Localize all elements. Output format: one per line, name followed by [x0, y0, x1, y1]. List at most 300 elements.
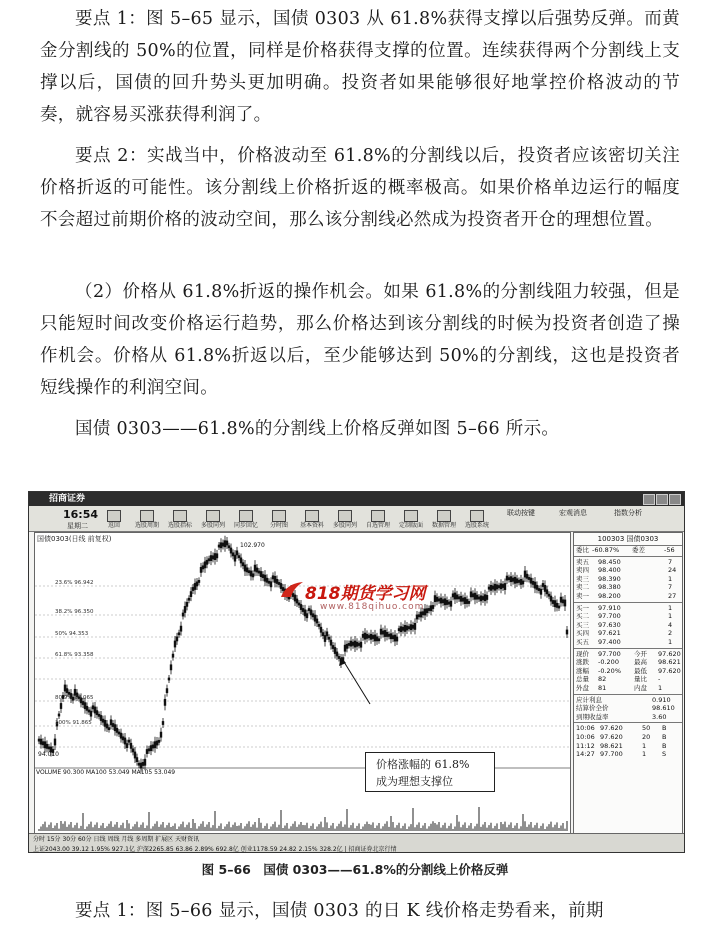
candle-body	[418, 615, 420, 617]
bid-row	[576, 612, 680, 620]
candle-body	[388, 634, 390, 636]
order-ratio-row-cell: 委差	[632, 546, 645, 554]
candle-body	[60, 704, 62, 709]
candle-body	[320, 627, 322, 632]
ask-row-cell: 98.390	[598, 574, 621, 583]
annotation-line-2: 成为理想支撑位	[376, 775, 453, 788]
candle-body	[390, 634, 392, 639]
candle-body	[268, 581, 270, 583]
ask-row-cell: 98.200	[598, 592, 621, 600]
candle-body	[522, 581, 524, 584]
candle-body	[422, 612, 424, 615]
clock: 16:54	[63, 508, 99, 521]
candle-body	[366, 634, 368, 638]
candle-body	[468, 601, 470, 603]
panel-title: 100303 国债0303	[574, 533, 682, 546]
candle-body	[134, 752, 136, 758]
minimize-icon[interactable]	[643, 494, 655, 505]
candle-body	[298, 603, 300, 605]
tick-row-cell: 11:12	[576, 741, 595, 750]
candle-body	[434, 596, 436, 602]
candle-body	[106, 724, 108, 728]
candle-body	[210, 556, 212, 561]
toolbar-button-label: 定制版面	[398, 522, 423, 529]
tick-row	[576, 750, 680, 758]
candle-body	[380, 629, 382, 634]
bond-info-row-cell: 0.910	[652, 695, 671, 704]
candle-body	[146, 750, 148, 754]
candle-body	[300, 605, 302, 610]
candle-body	[460, 596, 462, 601]
candle-body	[232, 553, 234, 556]
quote-row-cell: 最高	[634, 658, 647, 667]
candle-body	[428, 609, 430, 611]
candle-body	[556, 603, 558, 607]
candle-body	[454, 593, 456, 599]
candle-body	[476, 595, 478, 599]
menu-linked-keys[interactable]: 联动按键	[507, 509, 535, 517]
candle-body	[168, 678, 170, 680]
watermark-url: www.818qihuo.com	[320, 602, 425, 612]
candle-body	[316, 619, 318, 623]
candle-body	[324, 636, 326, 642]
candle-body	[376, 637, 378, 641]
candle-body	[498, 586, 500, 588]
candle-body	[38, 739, 40, 741]
trading-software-screenshot	[28, 491, 685, 853]
candle-body	[544, 585, 546, 591]
candle-body	[204, 562, 206, 568]
toolbar-icon	[338, 510, 352, 522]
candle-body	[174, 641, 176, 647]
tick-row	[576, 733, 680, 741]
candle-body	[224, 541, 226, 547]
toolbar-button[interactable]	[233, 510, 259, 528]
candle-body	[140, 763, 142, 768]
candle-body	[172, 654, 174, 657]
candle-body	[374, 635, 376, 641]
candle-body	[46, 744, 48, 748]
toolbar-button-label: 多股同列	[200, 522, 225, 529]
candle-body	[412, 625, 414, 628]
title-bar	[29, 492, 684, 506]
candle-body	[218, 545, 220, 547]
toolbar-icon	[470, 510, 484, 522]
tick-row-cell: B	[662, 724, 667, 733]
close-icon[interactable]	[669, 494, 681, 505]
candle-body	[404, 625, 406, 631]
candle-body	[456, 595, 458, 599]
candle-body	[550, 596, 552, 601]
bid-row	[576, 638, 680, 646]
candle-body	[344, 645, 346, 651]
bid-row-cell: 97.630	[598, 620, 621, 629]
candle-body	[458, 597, 460, 599]
candle-body	[474, 593, 476, 599]
candle-body	[432, 606, 434, 609]
candle-body	[394, 635, 396, 641]
candle-body	[120, 733, 122, 738]
candle-body	[382, 631, 384, 634]
candle-body	[552, 601, 554, 604]
panel-divider	[574, 694, 682, 695]
bond-info-row-cell: 98.610	[652, 704, 675, 713]
candle-body	[548, 594, 550, 596]
ask-row	[576, 575, 680, 583]
candle-body	[270, 582, 272, 587]
quote-row-cell: 涨幅	[576, 666, 589, 675]
ask-row-cell: 卖一	[576, 592, 589, 600]
candle-body	[158, 740, 160, 742]
candle-body	[414, 623, 416, 629]
quote-row-cell: 涨跌	[576, 658, 589, 667]
candle-body	[176, 637, 178, 641]
candle-body	[234, 555, 236, 561]
quote-row	[576, 675, 680, 683]
candle-body	[122, 737, 124, 740]
candle-body	[526, 574, 528, 578]
ask-row-cell: 98.450	[598, 557, 621, 566]
tick-row-cell: S	[662, 750, 667, 759]
ask-row	[576, 558, 680, 566]
candle-body	[542, 584, 544, 587]
tick-row-cell: B	[662, 733, 667, 741]
paragraph-continuation: 要点 1：图 5–66 显示，国债 0303 的日 K 线价格走势看来，前期	[75, 901, 604, 921]
candle-body	[492, 586, 494, 589]
candle-body	[332, 646, 334, 649]
candle-body	[160, 732, 162, 737]
fib-level-80: 80.9% 93.065	[55, 695, 94, 701]
candle-body	[100, 716, 102, 721]
candle-body	[440, 598, 442, 603]
candle-body	[118, 732, 120, 734]
candle-body	[452, 594, 454, 597]
toolbar-icon	[371, 510, 385, 522]
toolbar-button-label: 分时图	[269, 522, 288, 529]
quote-row-cell: -0.20%	[598, 666, 621, 675]
bond-info-row-cell: 结算价全价	[576, 704, 609, 713]
candle-body	[416, 615, 418, 619]
candle-body	[396, 637, 398, 641]
ask-row-cell: 98.380	[598, 583, 621, 592]
toolbar-button-label: 自选管理	[365, 522, 390, 529]
paragraph-point-2: 要点 2：实战当中，价格波动至 61.8%的分割线以后，投资者应该密切关注价格折返的可能性。该分割线上价格折返的概率极高。如果价格单边运行的幅度不会超过前期价格的波动空间，那么该分割线必然成为投资者开仓的理想位置。	[40, 146, 680, 230]
candle-body	[408, 627, 410, 629]
candle-body	[472, 594, 474, 597]
candle-body	[194, 583, 196, 589]
candle-body	[358, 643, 360, 645]
ask-row	[576, 583, 680, 591]
toolbar-button[interactable]	[167, 510, 193, 528]
candle-body	[252, 574, 254, 577]
toolbar-button[interactable]	[332, 510, 358, 528]
toolbar-icon	[437, 510, 451, 522]
candle-body	[96, 711, 98, 715]
tick-row-cell: 10:06	[576, 724, 595, 733]
bid-row-cell: 买一	[576, 603, 589, 612]
tick-row-cell: 97.620	[600, 733, 623, 741]
candle-body	[272, 576, 274, 579]
toolbar	[29, 506, 684, 532]
tick-row-cell: 50	[642, 724, 651, 733]
candle-body	[338, 657, 340, 659]
candle-body	[112, 724, 114, 727]
candle-body	[264, 575, 266, 581]
candle-body	[102, 719, 104, 722]
toolbar-button[interactable]	[200, 510, 226, 528]
toolbar-button[interactable]	[266, 510, 292, 528]
ask-row	[576, 566, 680, 574]
quote-row-cell: 量比	[634, 675, 647, 684]
quote-row-cell: 最低	[634, 666, 647, 675]
candle-body	[236, 551, 238, 555]
candle-body	[314, 615, 316, 621]
ask-row-cell: 98.400	[598, 566, 621, 575]
toolbar-icon	[305, 510, 319, 522]
candle-body	[138, 763, 140, 765]
candle-body	[514, 577, 516, 583]
toolbar-button-label: 返回	[107, 522, 120, 529]
candle-body	[540, 589, 542, 594]
quote-row-cell: 97.620	[658, 649, 681, 658]
candle-body	[444, 599, 446, 605]
bid-row-cell: 买三	[576, 620, 589, 629]
quote-row-cell: 97.700	[598, 649, 621, 658]
candle-body	[560, 597, 562, 602]
candle-body	[108, 728, 110, 730]
candle-body	[372, 636, 374, 639]
ask-row-cell: 卖五	[576, 557, 589, 566]
candle-body	[430, 606, 432, 611]
candle-body	[360, 642, 362, 647]
bid-row-cell: 2	[668, 629, 673, 638]
kline-chart[interactable]	[34, 532, 571, 834]
bid-row-cell: 1	[668, 612, 673, 621]
candle-body	[488, 587, 490, 589]
annotation-box	[365, 752, 495, 792]
toolbar-button[interactable]	[101, 510, 127, 528]
candle-body	[400, 627, 402, 632]
candle-body	[554, 601, 556, 607]
candle-body	[182, 613, 184, 616]
candle-body	[546, 590, 548, 594]
candle-body	[202, 566, 204, 569]
candle-body	[296, 599, 298, 603]
bid-row-cell: 买二	[576, 612, 589, 621]
panel-divider	[574, 556, 682, 557]
candle-body	[448, 602, 450, 604]
candle-body	[564, 600, 566, 606]
bid-row	[576, 629, 680, 637]
candle-body	[352, 642, 354, 645]
tick-row-cell: 98.621	[600, 741, 623, 750]
candle-body	[318, 624, 320, 626]
candle-body	[450, 601, 452, 606]
candle-body	[88, 710, 90, 712]
candle-body	[82, 702, 84, 705]
order-ratio-row	[576, 546, 680, 554]
quote-row	[576, 667, 680, 675]
candle-body	[258, 571, 260, 573]
toolbar-button-label: 基本资料	[299, 522, 324, 529]
tick-row-cell: 97.700	[600, 750, 623, 759]
toolbar-button[interactable]	[431, 510, 457, 528]
ask-row-cell: 7	[668, 583, 673, 592]
candle-body	[192, 588, 194, 591]
candle-body	[248, 571, 250, 573]
watermark-text: 818期货学习网	[305, 584, 426, 604]
toolbar-button-label: 同步回忆	[233, 522, 258, 529]
candle-body	[240, 558, 242, 563]
candle-body	[238, 556, 240, 558]
candle-body	[336, 652, 338, 656]
candle-body	[86, 706, 88, 710]
bid-row-cell: 4	[668, 620, 673, 629]
callout-arrow-line	[341, 657, 370, 704]
candle-body	[254, 565, 256, 571]
candle-body	[198, 580, 200, 582]
candle-body	[154, 742, 156, 748]
candle-body	[480, 596, 482, 601]
toolbar-icon	[272, 510, 286, 522]
candle-body	[212, 556, 214, 559]
candle-body	[110, 720, 112, 725]
candle-body	[496, 585, 498, 589]
candle-body	[566, 630, 568, 634]
candle-body	[486, 595, 488, 599]
toolbar-button[interactable]	[299, 510, 325, 528]
menu-macro-news[interactable]: 宏观消息	[559, 509, 587, 517]
candle-body	[356, 642, 358, 646]
candle-body	[424, 609, 426, 615]
low-price-label: 94.010	[38, 751, 59, 758]
watermark-logo-icon	[279, 579, 305, 599]
candle-body	[532, 581, 534, 584]
quote-row-cell: 98.621	[658, 658, 681, 667]
bid-row-cell: 97.910	[598, 603, 621, 612]
candle-body	[446, 600, 448, 604]
toolbar-icon	[173, 510, 187, 522]
toolbar-button[interactable]	[134, 510, 160, 528]
fib-level-50: 50% 94.353	[55, 631, 89, 637]
bid-row	[576, 604, 680, 612]
candle-body	[98, 714, 100, 716]
candle-body	[214, 554, 216, 560]
fib-level-100: 100% 91.865	[55, 720, 92, 726]
candle-body	[442, 600, 444, 603]
quote-row-cell: 总量	[576, 675, 589, 684]
tick-row-cell: 20	[642, 733, 651, 741]
quote-row-cell: 1	[658, 684, 663, 692]
candle-body	[518, 580, 520, 582]
panel-divider	[574, 648, 682, 649]
candle-body	[326, 632, 328, 636]
candle-body	[180, 626, 182, 631]
maximize-icon[interactable]	[656, 494, 668, 505]
toolbar-button[interactable]	[464, 510, 490, 528]
candle-body	[92, 706, 94, 709]
candle-body	[494, 584, 496, 590]
candle-body	[470, 592, 472, 597]
bond-info-row-cell: 应计利息	[576, 695, 602, 704]
chart-header: 国债0303(日线 前复权)	[37, 535, 112, 543]
toolbar-button[interactable]	[365, 510, 391, 528]
candle-body	[242, 563, 244, 566]
candle-body	[128, 740, 130, 742]
ask-row-cell: 卖二	[576, 583, 589, 592]
candle-body	[482, 597, 484, 600]
quote-row-cell: -0.200	[598, 658, 619, 667]
candle-body	[302, 609, 304, 612]
toolbar-button[interactable]	[398, 510, 424, 528]
candle-body	[230, 548, 232, 553]
bid-row-cell: 97.400	[598, 638, 621, 646]
day-label: 星期二	[67, 522, 88, 530]
candle-body	[148, 749, 150, 751]
candle-body	[562, 600, 564, 603]
candle-body	[538, 589, 540, 591]
ask-row	[576, 592, 680, 600]
candle-body	[426, 609, 428, 613]
candle-body	[346, 644, 348, 648]
quote-row	[576, 684, 680, 692]
menu-index-analysis[interactable]: 指数分析	[614, 509, 642, 517]
toolbar-button-label: 多股同列	[332, 522, 357, 529]
candle-body	[466, 600, 468, 604]
tick-row-cell: B	[662, 741, 667, 750]
market-status: 上证2043.00 39.12 1.95% 927.1亿 沪深2265.85 63.86 2.89% 692.8亿 创业1178.59 24.82 2.15% 328.2亿 | 招商证券北京行情	[33, 846, 397, 853]
candle-body	[184, 606, 186, 612]
candle-body	[328, 637, 330, 639]
candle-body	[508, 578, 510, 580]
candle-body	[420, 612, 422, 617]
candle-body	[226, 541, 228, 545]
toolbar-button-label: 数据管理	[431, 522, 456, 529]
quote-row-cell: 97.620	[658, 666, 681, 675]
paragraph-reversal-opportunity: （2）价格从 61.8%折返的操作机会。如果 61.8%的分割线阻力较强，但是只能短时间改变价格运行趋势，那么价格达到该分割线的时候为投资者创造了操作机会。价格从 61.8%折返以后，至少能够达到 50%的分割线，这也是投资者短线操作的利润空间。	[40, 282, 680, 398]
candle-body	[190, 592, 192, 597]
candle-body	[384, 631, 386, 637]
quote-row	[576, 650, 680, 658]
candle-body	[66, 689, 68, 693]
status-bar	[29, 833, 684, 853]
candle-body	[330, 640, 332, 645]
candle-body	[490, 585, 492, 590]
tick-row-cell: 10:06	[576, 733, 595, 741]
order-ratio-row-cell: -56	[664, 546, 675, 554]
candle-body	[84, 703, 86, 709]
candle-body	[502, 585, 504, 588]
candle-body	[406, 626, 408, 630]
candle-body	[188, 598, 190, 600]
candle-body	[40, 739, 42, 744]
order-ratio-row-cell: -60.87%	[592, 546, 620, 554]
quote-row-cell: 外盘	[576, 684, 589, 692]
candle-body	[114, 725, 116, 731]
ask-row-cell: 卖四	[576, 566, 589, 575]
candle-body	[510, 577, 512, 582]
candle-body	[306, 614, 308, 618]
candle-body	[220, 543, 222, 548]
candle-body	[48, 747, 50, 749]
candle-body	[196, 582, 198, 586]
period-tabs[interactable]: 分时 15分 30分 60分 日线 周线 月线 多周期 扩展区 天财资讯	[33, 836, 200, 843]
toolbar-icon	[404, 510, 418, 522]
candle-body	[410, 625, 412, 630]
tick-row-cell: 14:27	[576, 750, 595, 759]
candle-body	[312, 614, 314, 617]
paragraph-point-1: 要点 1：图 5–65 显示，国债 0303 从 61.8%获得支撑以后强势反弹。而黄金分割线的 50%的位置，同样是价格获得支撑的位置。连续获得两个分割线上支撑以后，国债的回升势头更加明确。投资者如果能够很好地掌控价格波动的节奏，就容易买涨获得利润了。	[40, 9, 680, 125]
